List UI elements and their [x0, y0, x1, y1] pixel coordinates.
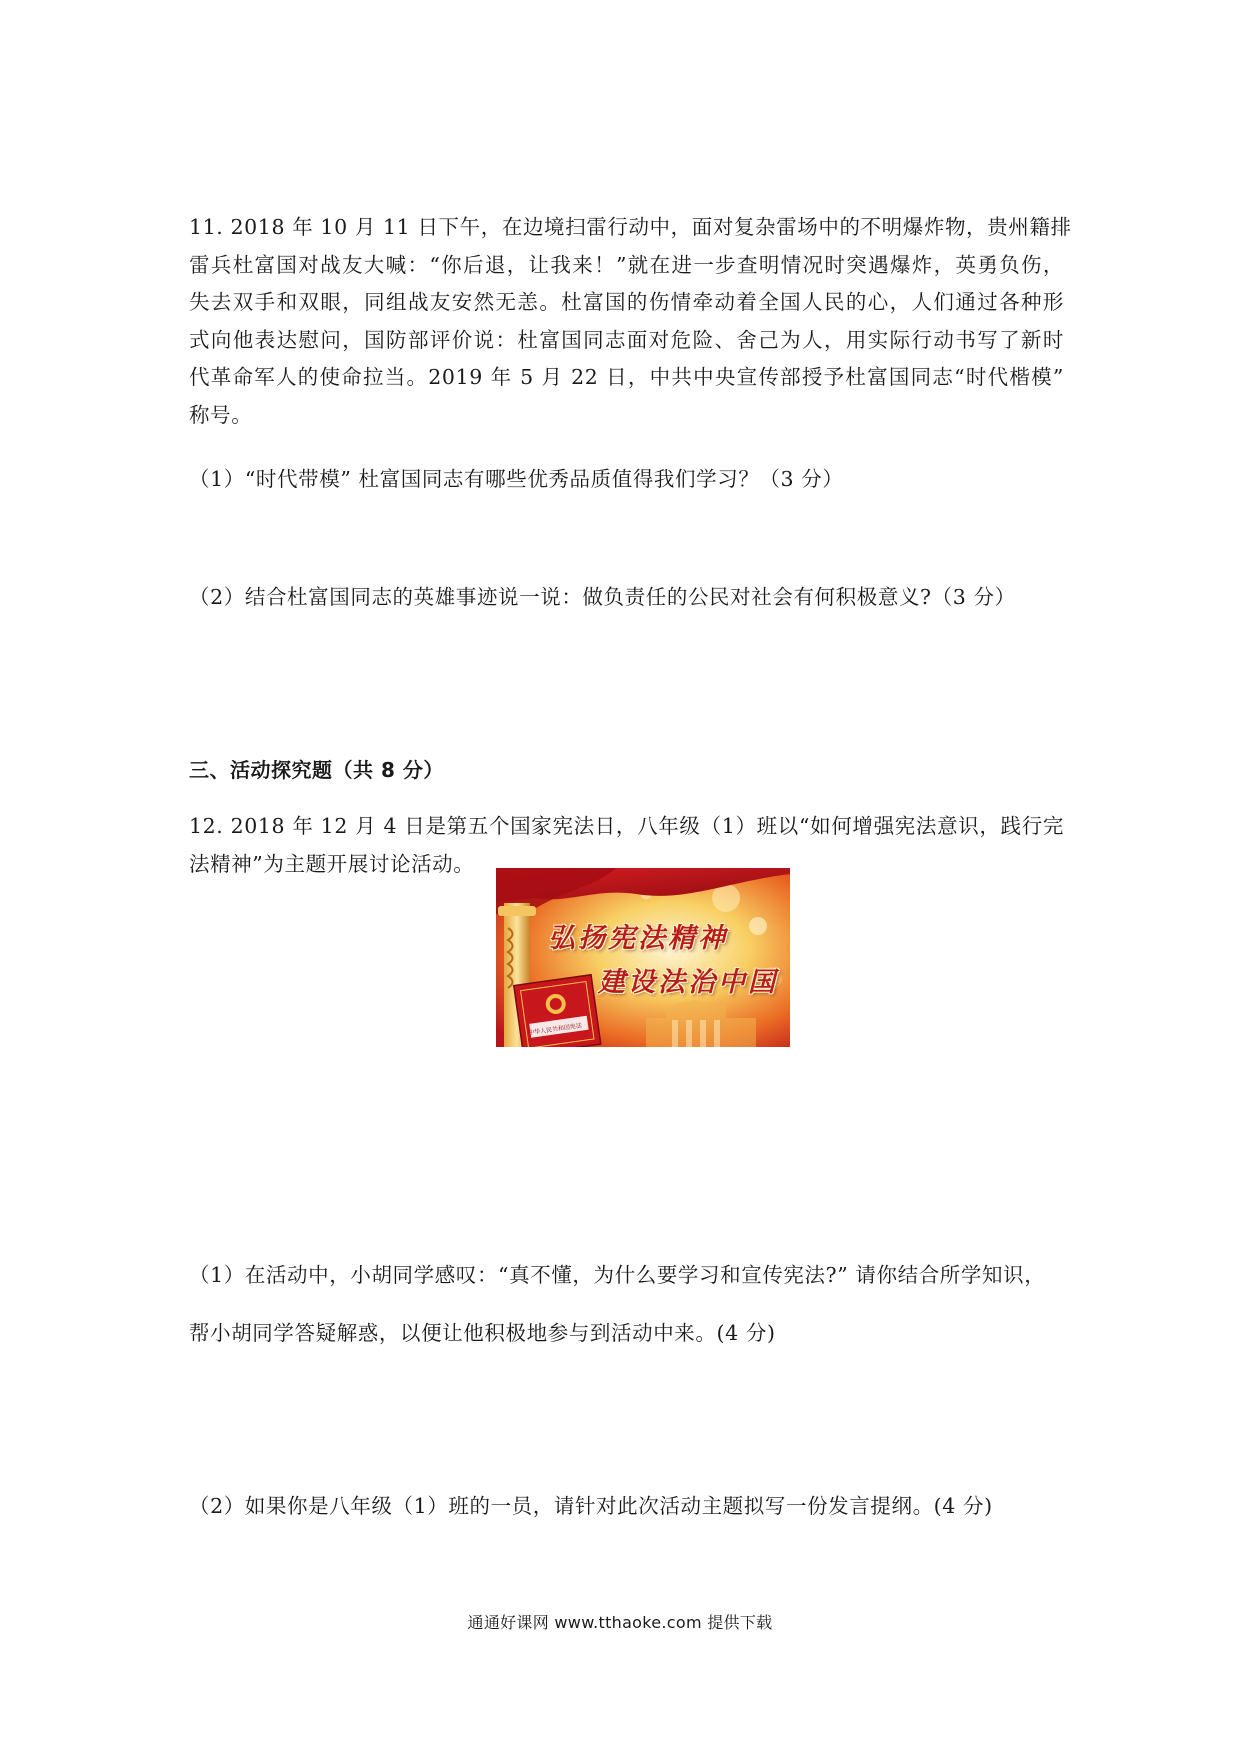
- booklet-title: 中华人民共和国宪法: [527, 1022, 583, 1037]
- question-12-sub-1-line-2: 帮小胡同学答疑解惑，以便让他积极地参与到活动中来。(4 分): [189, 1321, 776, 1345]
- question-11-line: 雷兵杜富国对战友大喊：“你后退，让我来！”就在进一步查明情况时突遇爆炸，英勇负伤，: [189, 252, 1064, 277]
- banner-slogan-line-1: 弘扬宪法精神: [548, 923, 728, 954]
- question-12-line: 12. 2018 年 12 月 4 日是第五个国家宪法日，八年级（1）班以“如何增强宪法意识，践行完: [189, 814, 1064, 838]
- question-12-sub-2: （2）如果你是八年级（1）班的一员，请针对此次活动主题拟写一份发言提纲。(4 分): [189, 1494, 993, 1518]
- banner-background: [496, 868, 790, 1047]
- section-heading: 三、活动探究题（共 8 分）: [189, 758, 444, 782]
- question-11-line: 代革命军人的使命拉当。2019 年 5 月 22 日，中共中央宣传部授予杜富国同志“时代楷模”: [189, 365, 1064, 389]
- question-11-line: 11. 2018 年 10 月 11 日下午，在边境扫雷行动中，面对复杂雷场中的不明爆炸物，贵州籍排: [189, 215, 1072, 239]
- banner-slogan-line-2: 建设法治中国: [598, 967, 778, 998]
- question-11-line: 式向他表达慰问，国防部评价说：杜富国同志面对危险、舍己为人，用实际行动书写了新时: [189, 327, 1064, 352]
- question-11-text: [189, 209, 1072, 434]
- question-11-sub-1: （1）“时代带模” 杜富国同志有哪些优秀品质值得我们学习？（3 分）: [189, 467, 844, 491]
- question-11-line: 称号。: [189, 402, 253, 427]
- page-footer: 通通好课网 www.tthaoke.com 提供下载: [467, 1613, 773, 1632]
- constitution-banner-image: [496, 868, 790, 1047]
- question-12-sub-1-line-1: （1）在活动中，小胡同学感叹：“真不懂，为什么要学习和宣传宪法?” 请你结合所学知识，: [189, 1263, 1046, 1287]
- question-11-sub-2: （2）结合杜富国同志的英雄事迹说一说：做负责任的公民对社会有何积极意义?（3 分）: [189, 585, 1016, 609]
- question-11-line: 失去双手和双眼，同组战友安然无恙。杜富国的伤情牵动着全国人民的心，人们通过各种形: [189, 290, 1064, 314]
- question-12-line: 法精神”为主题开展讨论活动。: [189, 851, 475, 876]
